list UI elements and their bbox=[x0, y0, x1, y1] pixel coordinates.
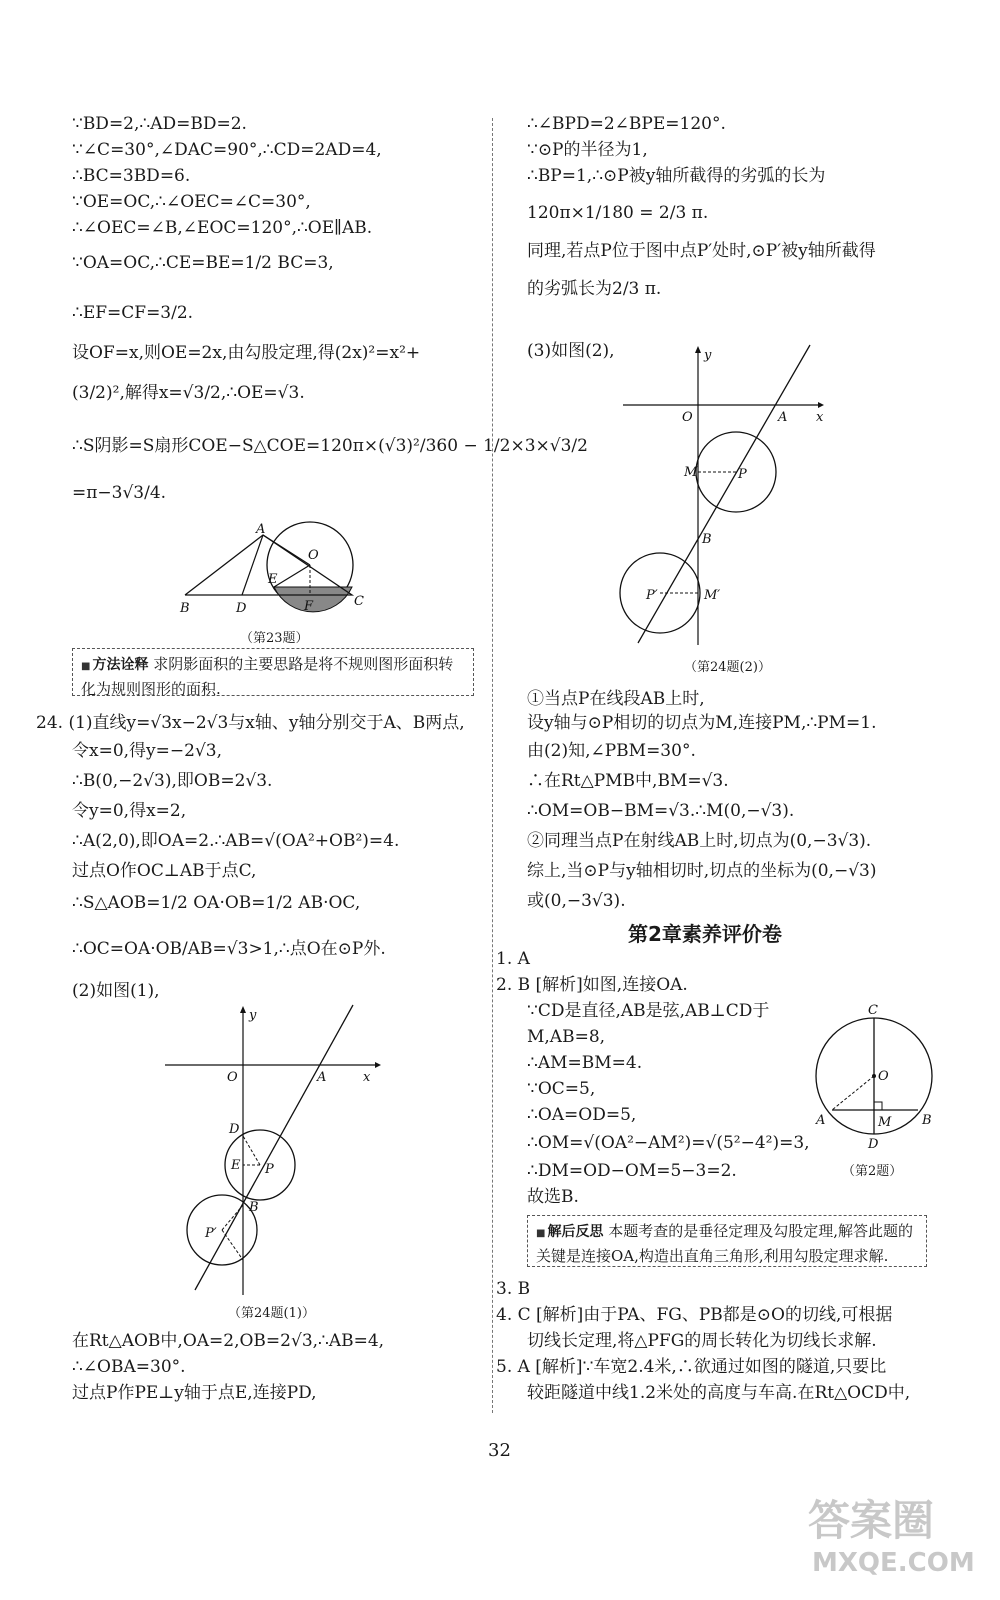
text-line: ∴∠OEC=∠B,∠EOC=120°,∴OE∥AB. bbox=[72, 218, 373, 238]
text-line: ∴A(2,0),即OA=2.∴AB=√(OA²+OB²)=4. bbox=[72, 831, 400, 851]
text-line: ①当点P在线段AB上时, bbox=[527, 689, 705, 709]
figure-caption: （第2题） bbox=[842, 1164, 903, 1179]
answer-line: 2. B [解析]如图,连接OA. bbox=[496, 975, 688, 995]
page-number: 32 bbox=[488, 1440, 511, 1461]
text-line: ∴B(0,−2√3),即OB=2√3. bbox=[72, 771, 273, 791]
text-line: ∴S阴影=S扇形COE−S△COE=120π×(√3)²/360 − 1/2×3×√3/2 bbox=[72, 436, 588, 456]
segment-pprime bbox=[222, 1230, 243, 1260]
text-line: ∴BC=3BD=6. bbox=[72, 166, 191, 186]
text-line: 120π×1/180 = 2/3 π. bbox=[527, 203, 709, 223]
text-line: ∴S△AOB=1/2 OA·OB=1/2 AB·OC, bbox=[72, 893, 361, 913]
text-line: 的劣弧长为2/3 π. bbox=[527, 279, 662, 299]
answer-line: 切线长定理,将△PFG的周长转化为切线长求解. bbox=[527, 1331, 877, 1351]
figure-caption: （第23题） bbox=[240, 631, 309, 646]
column-divider bbox=[492, 118, 493, 1413]
answer-line: 3. B bbox=[496, 1279, 531, 1299]
answer-line: ∵CD是直径,AB是弦,AB⊥CD于 bbox=[527, 1001, 770, 1021]
answer-line: ∴AM=BM=4. bbox=[527, 1053, 643, 1073]
label-y: y bbox=[249, 1008, 257, 1023]
segment-oe bbox=[274, 565, 310, 587]
label-d: D bbox=[868, 1137, 879, 1152]
text-line: 同理,若点P位于图中点P′处时,⊙P′被y轴所截得 bbox=[527, 241, 876, 261]
label-y: y bbox=[704, 348, 712, 363]
line-ab bbox=[638, 345, 810, 643]
label-p: P bbox=[265, 1162, 274, 1177]
answer-line: 5. A [解析]∵车宽2.4米,∴欲通过如图的隧道,只要比 bbox=[496, 1357, 887, 1377]
answer-line: ∵OC=5, bbox=[527, 1079, 596, 1099]
label-a: A bbox=[778, 410, 788, 425]
method-tag: ■ 方法诠释 bbox=[81, 657, 148, 673]
text-line: (2)如图(1), bbox=[72, 981, 160, 1001]
text-line: (3)如图(2), bbox=[527, 341, 615, 361]
segment-oa bbox=[832, 1076, 874, 1110]
text-line: 设OF=x,则OE=2x,由勾股定理,得(2x)²=x²+ bbox=[72, 343, 421, 363]
text-line: ∴∠OBA=30°. bbox=[72, 1357, 186, 1377]
text-line: ∴BP=1,∴⊙P被y轴所截得的劣弧的长为 bbox=[527, 166, 826, 186]
right-angle-mark bbox=[874, 1102, 882, 1110]
label-d: D bbox=[236, 601, 247, 616]
segment-pprime-2 bbox=[222, 1205, 243, 1230]
text-line: ∴OM=OB−BM=√3.∴M(0,−√3). bbox=[527, 801, 795, 821]
label-x: x bbox=[816, 410, 824, 425]
answer-line: 故选B. bbox=[527, 1187, 579, 1207]
label-a: A bbox=[317, 1070, 327, 1085]
label-a: A bbox=[256, 522, 266, 537]
text-line: ∵∠C=30°,∠DAC=90°,∴CD=2AD=4, bbox=[72, 140, 382, 160]
text-line: 综上,当⊙P与y轴相切时,切点的坐标为(0,−√3) bbox=[527, 861, 877, 881]
figure-24-1 bbox=[165, 1005, 385, 1300]
reflect-text: 本题考查的是垂径定理及勾股定理,解答此题的关键是连接OA,构造出直角三角形,利用勾股定理求解. bbox=[536, 1222, 914, 1265]
figure-caption: （第24题(1)） bbox=[228, 1306, 315, 1321]
label-b: B bbox=[922, 1113, 932, 1128]
text-line: 过点O作OC⊥AB于点C, bbox=[72, 861, 257, 881]
text-line: ∵OE=OC,∴∠OEC=∠C=30°, bbox=[72, 192, 311, 212]
text-line: ∵OA=OC,∴CE=BE=1/2 BC=3, bbox=[72, 253, 334, 273]
label-p: P bbox=[738, 467, 747, 482]
method-text: 求阴影面积的主要思路是将不规则图形面积转化为规则图形的面积. bbox=[81, 655, 454, 698]
text-line: 由(2)知,∠PBM=30°. bbox=[527, 741, 696, 761]
figure-23 bbox=[170, 515, 430, 625]
text-line: =π−3√3/4. bbox=[72, 483, 167, 503]
label-b: B bbox=[180, 601, 190, 616]
text-line: ∵BD=2,∴AD=BD=2. bbox=[72, 114, 247, 134]
text-line: 令x=0,得y=−2√3, bbox=[72, 741, 223, 761]
text-line: 24. (1)直线y=√3x−2√3与x轴、y轴分别交于A、B两点, bbox=[36, 713, 465, 733]
label-p-prime: P′ bbox=[205, 1226, 217, 1241]
label-p-prime: P′ bbox=[646, 588, 658, 603]
text-line: ∵⊙P的半径为1, bbox=[527, 140, 648, 160]
label-o: O bbox=[308, 548, 319, 563]
method-note-box bbox=[72, 648, 474, 696]
label-b: B bbox=[702, 532, 712, 547]
label-m: M bbox=[684, 465, 698, 480]
text-line: ∴OC=OA·OB/AB=√3>1,∴点O在⊙P外. bbox=[72, 939, 386, 959]
label-c: C bbox=[354, 594, 364, 609]
figure-24-2 bbox=[618, 345, 838, 645]
chapter-heading: 第2章素养评价卷 bbox=[628, 922, 782, 946]
answer-line: 4. C [解析]由于PA、FG、PB都是⊙O的切线,可根据 bbox=[496, 1305, 893, 1325]
label-a: A bbox=[816, 1113, 826, 1128]
label-e: E bbox=[231, 1158, 241, 1173]
label-o: O bbox=[878, 1069, 889, 1084]
answer-line: ∴OA=OD=5, bbox=[527, 1105, 637, 1125]
answer-line: M,AB=8, bbox=[527, 1027, 606, 1047]
label-f: F bbox=[304, 599, 314, 614]
label-b: B bbox=[249, 1200, 259, 1215]
text-line: 过点P作PE⊥y轴于点E,连接PD, bbox=[72, 1383, 317, 1403]
text-line: 在Rt△AOB中,OA=2,OB=2√3,∴AB=4, bbox=[72, 1331, 385, 1351]
answer-line: 1. A bbox=[496, 949, 530, 969]
text-line: ∴在Rt△PMB中,BM=√3. bbox=[527, 771, 729, 791]
answer-line: ∴DM=OD−OM=5−3=2. bbox=[527, 1161, 737, 1181]
answer-line: 较距隧道中线1.2米处的高度与车高.在Rt△OCD中, bbox=[527, 1383, 911, 1403]
figure-2 bbox=[810, 1000, 950, 1150]
text-line: (3/2)²,解得x=√3/2,∴OE=√3. bbox=[72, 383, 305, 403]
label-m: M bbox=[878, 1115, 892, 1130]
text-line: 令y=0,得x=2, bbox=[72, 801, 187, 821]
text-line: 设y轴与⊙P相切的切点为M,连接PM,∴PM=1. bbox=[527, 713, 877, 733]
line-ab bbox=[195, 1005, 353, 1290]
figure-caption: （第24题(2)） bbox=[684, 660, 771, 675]
label-d: D bbox=[229, 1122, 240, 1137]
text-line: ②同理当点P在射线AB上时,切点为(0,−3√3). bbox=[527, 831, 872, 851]
watermark-logo: 答案圈 bbox=[808, 1496, 935, 1545]
reflection-note-box bbox=[527, 1215, 927, 1267]
text-line: 或(0,−3√3). bbox=[527, 891, 626, 911]
text-line: ∴EF=CF=3/2. bbox=[72, 303, 194, 323]
label-o: O bbox=[682, 410, 693, 425]
label-x: x bbox=[363, 1070, 371, 1085]
answer-line: ∴OM=√(OA²−AM²)=√(5²−4²)=3, bbox=[527, 1133, 810, 1153]
segment-ad bbox=[242, 535, 263, 595]
text-line: ∴∠BPD=2∠BPE=120°. bbox=[527, 114, 726, 134]
label-m-prime: M′ bbox=[704, 588, 721, 603]
watermark-url: MXQE.COM bbox=[812, 1548, 975, 1578]
label-e: E bbox=[268, 572, 278, 587]
reflect-tag: ■ 解后反思 bbox=[536, 1224, 603, 1240]
label-o: O bbox=[227, 1070, 238, 1085]
segment-pd bbox=[243, 1136, 260, 1165]
label-c: C bbox=[868, 1003, 878, 1018]
